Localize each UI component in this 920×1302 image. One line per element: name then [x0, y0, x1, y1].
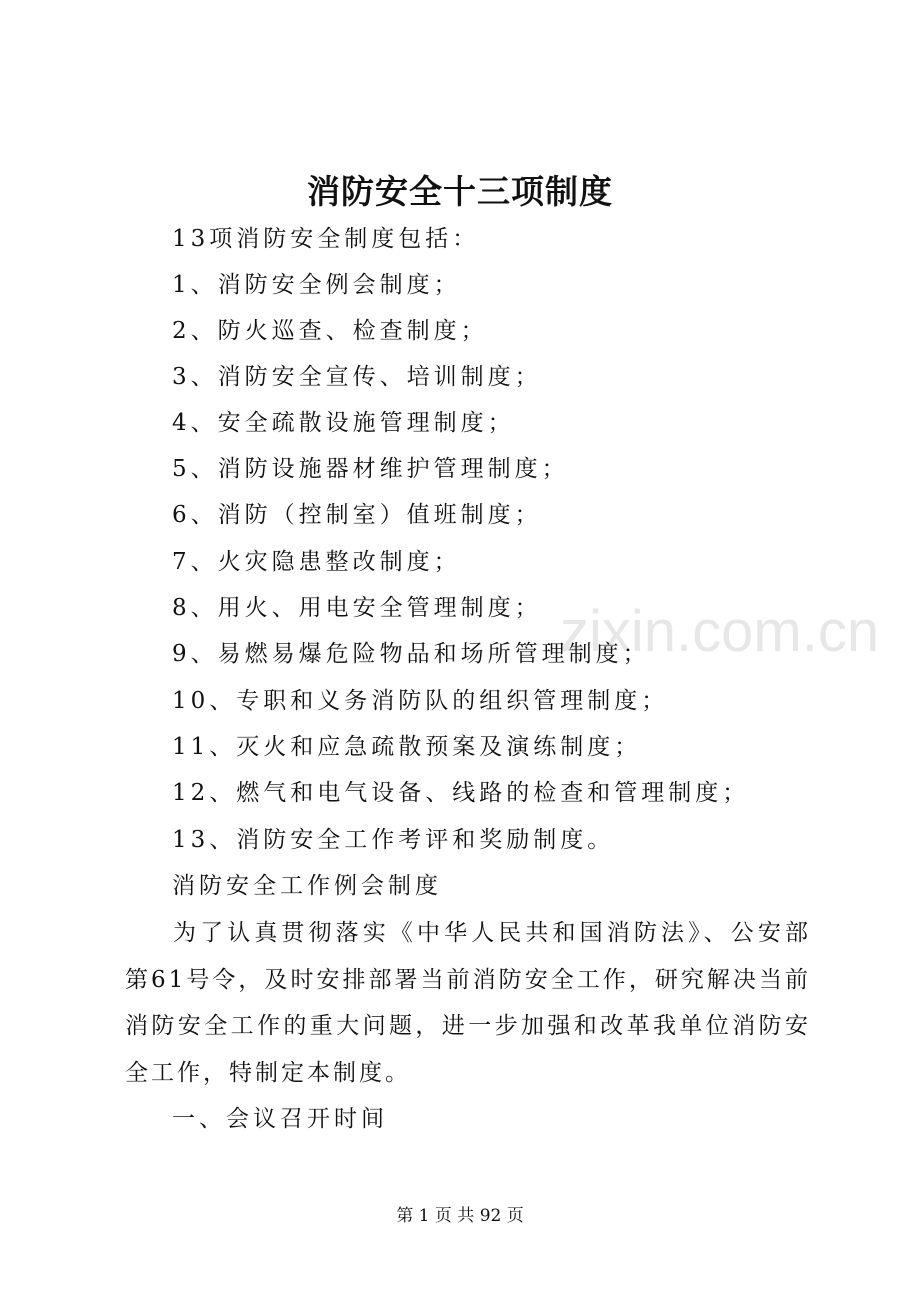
list-item-11: 11、灭火和应急疏散预案及演练制度；	[172, 734, 642, 760]
list-item-2: 2、防火巡查、检查制度；	[172, 318, 488, 344]
intro-line: 13项消防安全制度包括：	[172, 226, 480, 252]
page-footer: 第 1 页 共 92 页	[396, 1206, 524, 1226]
list-item-5: 5、消防设施器材维护管理制度；	[172, 456, 569, 482]
list-item-6: 6、消防（控制室）值班制度；	[172, 502, 542, 528]
list-item-3: 3、消防安全宣传、培训制度；	[172, 364, 542, 390]
list-item-8: 8、用火、用电安全管理制度；	[172, 595, 542, 621]
list-item-12: 12、燃气和电气设备、线路的检查和管理制度；	[172, 780, 750, 806]
list-item-10: 10、专职和义务消防队的组织管理制度；	[172, 688, 669, 714]
body-paragraph: 为了认真贯彻落实《中华人民共和国消防法》、公安部第61号令，及时安排部署当前消防安全工作，研究解决当前消防安全工作的重大问题，进一步加强和改革我单位消防安全工作，特制定本制度。	[125, 920, 811, 1086]
list-item-13: 13、消防安全工作考评和奖励制度。	[172, 827, 615, 853]
document-title: 消防安全十三项制度	[307, 172, 613, 211]
list-item-9: 9、易燃易爆危险物品和场所管理制度；	[172, 641, 650, 667]
section-heading: 消防安全工作例会制度	[172, 873, 442, 899]
list-item-4: 4、安全疏散设施管理制度；	[172, 410, 515, 436]
list-item-1: 1、消防安全例会制度；	[172, 272, 461, 298]
list-item-7: 7、火灾隐患整改制度；	[172, 549, 461, 575]
subheading: 一、会议召开时间	[172, 1106, 388, 1132]
watermark: zixin.com.cn	[560, 599, 880, 664]
